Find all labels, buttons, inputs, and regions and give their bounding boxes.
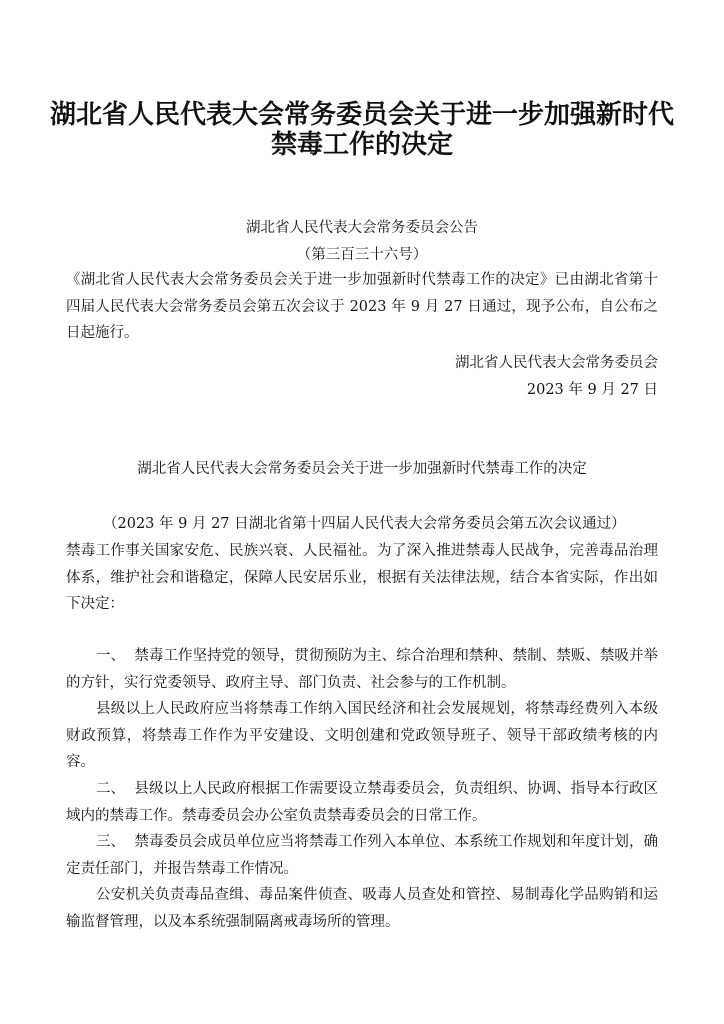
article-1 <box>66 643 658 696</box>
announcement-number: （第三百三十六号） <box>296 247 428 263</box>
signature-org: 湖北省人民代表大会常务委员会 <box>455 355 658 371</box>
article-text: 县级以上人民政府根据工作需要设立禁毒委员会，负责组织、协调、指导本行政区域内的禁毒工作。禁毒委员会办公室负责禁毒委员会的日常工作。 <box>66 781 659 824</box>
signature-date: 2023 年 9 月 27 日 <box>526 382 658 398</box>
article-1-paragraph-2: 县级以上人民政府应当将禁毒工作纳入国民经济和社会发展规划，将禁毒经费列入本级财政预算，将禁毒工作作为平安建设、文明创建和党政领导班子、领导干部政绩考核的内容。 <box>66 701 658 770</box>
document-title: 湖北省人民代表大会常务委员会关于进一步加强新时代禁毒工作的决定 <box>49 100 674 160</box>
article-number: 二、 <box>96 781 126 797</box>
article-2 <box>66 776 658 829</box>
decision-title: 湖北省人民代表大会常务委员会关于进一步加强新时代禁毒工作的决定 <box>137 461 587 477</box>
article-3-paragraph-2: 公安机关负责毒品查缉、毒品案件侦查、吸毒人员查处和管控、易制毒化学品购销和运输监督管理，以及本系统强制隔离戒毒场所的管理。 <box>66 887 658 930</box>
article-3 <box>66 829 658 882</box>
article-text: 禁毒工作坚持党的领导，贯彻预防为主、综合治理和禁种、禁制、禁贩、禁吸并举的方针，实行党委领导、政府主导、部门负责、社会参与的工作机制。 <box>66 648 659 691</box>
preamble: 禁毒工作事关国家安危、民族兴衰、人民福祉。为了深入推进禁毒人民战争，完善毒品治理体系，维护社会和谐稳定，保障人民安居乐业，根据有关法律法规，结合本省实际，作出如下决定： <box>66 543 658 612</box>
announcement-body: 《湖北省人民代表大会常务委员会关于进一步加强新时代禁毒工作的决定》已由湖北省第十四届人民代表大会常务委员会第五次会议于 2023 年 9 月 27 日通过，现予公布，自公布之日起施行。 <box>66 272 658 341</box>
announcement-issuer: 湖北省人民代表大会常务委员会公告 <box>246 220 478 236</box>
adoption-note: （2023 年 9 月 27 日湖北省第十四届人民代表大会常务委员会第五次会议通过） <box>103 516 626 532</box>
article-number: 三、 <box>96 834 126 850</box>
article-number: 一、 <box>96 648 126 664</box>
article-text: 禁毒委员会成员单位应当将禁毒工作列入本单位、本系统工作规划和年度计划，确定责任部门，并报告禁毒工作情况。 <box>66 834 659 877</box>
